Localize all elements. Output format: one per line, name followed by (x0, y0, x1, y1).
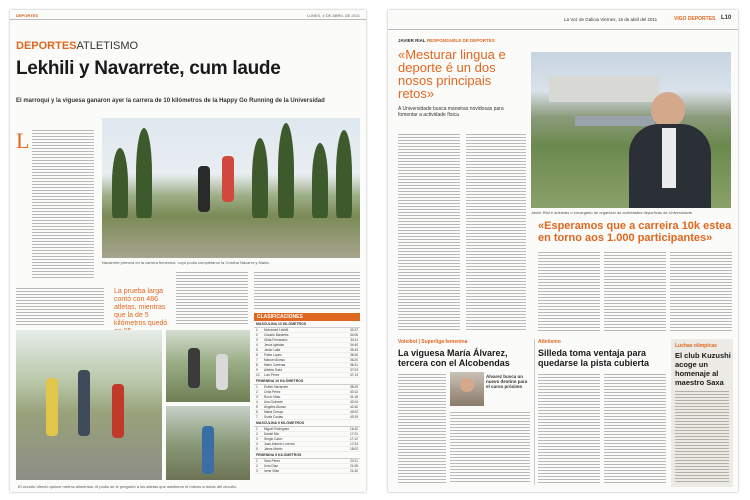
classification-time: 20:11 (350, 459, 358, 463)
drop-cap: L (16, 128, 30, 153)
classification-time: 21:05 (350, 464, 358, 468)
classification-time: 16:42 (350, 427, 358, 431)
section-name: VIGO DEPORTES (674, 16, 716, 22)
classification-time: 21:40 (350, 469, 358, 473)
classification-pos: 3 (256, 395, 258, 399)
bottom-photo-caption: El circuito ofreció quince metros alimentos, el podio se le preguntó a los atletas que asistieron el mismo a fondo del circuito. (18, 484, 238, 489)
author-role: RESPONSABLE DE DEPORTES (426, 38, 495, 43)
left-newspaper-page (10, 10, 366, 492)
brief-3-sidebar (671, 339, 733, 487)
classification-name: Uxía Díaz (264, 464, 278, 468)
classification-pos: 1 (256, 427, 258, 431)
classification-name: Pablo López (264, 353, 282, 357)
classification-time: 17:01 (350, 432, 358, 436)
classification-time: 35:43 (350, 348, 358, 352)
classification-table (254, 313, 360, 478)
classification-section-title: MASCULINA 10 KILÓMETROS (254, 321, 360, 328)
classification-name: Mohamed Lekhili (264, 328, 289, 332)
runners-photo-right-bottom (166, 406, 250, 480)
classification-pos: 3 (256, 437, 258, 441)
page-number: L10 (721, 15, 732, 21)
classification-name: Ángeles Alonso (264, 405, 286, 409)
classification-time: 42:40 (350, 405, 358, 409)
classification-row (254, 469, 360, 474)
interview-subhead: A Universidade busca maneiras novidosas para fomentar a actividade física (398, 106, 504, 118)
classification-time: 34:06 (350, 333, 358, 337)
classification-time: 41:18 (350, 395, 358, 399)
classification-name: Irene Vilas (264, 469, 280, 473)
classification-time: 36:20 (350, 358, 358, 362)
brief-1-column-2 (450, 410, 530, 484)
brief-1-headline: La viguesa María Álvarez, tercera con el Alcobendas (398, 348, 510, 368)
classification-pos: 6 (256, 410, 258, 414)
section-primary: DEPORTES (16, 40, 77, 52)
classification-pos: 7 (256, 358, 258, 362)
interview-pull-quote: «Esperamos que a carreira 10k estea en torno aos 1.000 participantes» (538, 220, 732, 244)
interview-column-4 (604, 250, 666, 332)
section-title (16, 40, 138, 52)
classification-name: Esther Navarrete (264, 385, 289, 389)
classification-pos: 9 (256, 368, 258, 372)
interview-column-2 (466, 132, 526, 332)
classification-section-title: FEMENINA 10 KILÓMETROS (254, 378, 360, 385)
classification-name: Gilda Fernández (264, 338, 288, 342)
main-photo (102, 118, 360, 258)
classification-name: Jesús Iglesias (264, 343, 285, 347)
classification-pos: 6 (256, 353, 258, 357)
classification-name: Sergio Calvo (264, 437, 283, 441)
classification-pos: 3 (256, 338, 258, 342)
classification-pos: 3 (256, 469, 258, 473)
brief-1-tag: Voleibol | Superliga femenina (398, 339, 468, 345)
author-name: JAVIER RIAL (398, 38, 426, 43)
article-lead: El marroquí y la viguesa ganaron ayer la carrera de 10 kilómetros de la Happy Go Running de la Universidad (16, 98, 325, 104)
classification-name: Jaime Martín (264, 447, 283, 451)
brief-2-column-1 (538, 372, 600, 484)
main-photo-caption: Navarrete primera en la carrera femenina, cuyo podio completaron la Cristina Navarro y Maria. (102, 260, 270, 265)
classification-name: Sara Pérez (264, 459, 280, 463)
classification-time: 38:29 (350, 385, 358, 389)
interview-column-5 (670, 250, 732, 332)
classification-name: Marta Crespo (264, 410, 284, 414)
classification-time: 36:31 (350, 363, 358, 367)
classification-time: 34:11 (350, 338, 358, 342)
portrait-caption: Javier Rial é ademais o encargado de organizar as actividades deportivas da Universidade. (531, 210, 694, 215)
classification-time: 17:12 (350, 437, 358, 441)
body-column-1 (32, 128, 94, 278)
classification-time: 18:02 (350, 447, 358, 451)
interview-author (398, 38, 495, 43)
classification-pos: 1 (256, 459, 258, 463)
classification-pos: 1 (256, 328, 258, 332)
classification-name: Manuel Alonso (264, 358, 285, 362)
player-photo (450, 372, 484, 406)
classification-pos: 2 (256, 390, 258, 394)
classification-pos: 8 (256, 363, 258, 367)
body-column-2 (16, 286, 104, 326)
page-date: LUNES, 4 DE ABRIL DE 2011 (306, 13, 360, 18)
classification-name: Daniel Mio (264, 432, 280, 436)
runners-photo-right-top (166, 330, 250, 402)
classification-name: Javier Laila (264, 348, 281, 352)
interview-headline: «Mesturar lingua e deporte é un dos nosos principais retos» (398, 47, 506, 101)
runners-photo-left (16, 330, 162, 480)
classification-time: 43:02 (350, 410, 358, 414)
classification-name: Juan Antonio Lorenzo (264, 442, 295, 446)
pull-quote: La prueba larga contó con 486 atletas, mientras que la de 5 kilómetros quedó (114, 288, 168, 327)
portrait-photo (531, 52, 731, 208)
classification-time: 40:12 (350, 390, 358, 394)
classification-pos: 5 (256, 447, 258, 451)
classification-time: 37:13 (350, 373, 358, 377)
classification-name: Claudio Bandeira (264, 333, 289, 337)
classification-pos: 2 (256, 333, 258, 337)
classification-name: Alberto Saéz (264, 368, 283, 372)
classification-title: CLASIFICACIONES (254, 313, 360, 321)
paper-section-name: DEPORTES (16, 13, 39, 18)
classification-time: 37:03 (350, 368, 358, 372)
brief-divider (534, 339, 535, 485)
classification-section-title: FEMENINA 5 KILÓMETROS (254, 452, 360, 459)
classification-pos: 4 (256, 343, 258, 347)
classification-time: 36:06 (350, 353, 358, 357)
classification-time: 42:04 (350, 400, 358, 404)
classification-time: 17:24 (350, 442, 358, 446)
paper-name-date: La Voz de Galicia Viernes, 15 de abril del 2011 (564, 17, 658, 22)
brief-1-pull: Álvarez busca un nuevo destino para el curso próximo (486, 374, 528, 389)
brief-1-column-1 (398, 372, 446, 484)
page-header (388, 10, 738, 30)
classification-name: Sonia Costas (264, 415, 283, 419)
body-column-4 (254, 270, 360, 310)
brief-2-headline: Silleda toma ventaja para quedarse la pista cubierta (538, 348, 650, 368)
section-secondary: ATLETISMO (76, 40, 139, 52)
classification-name: Luís Pérez (264, 373, 280, 377)
classification-pos: 4 (256, 400, 258, 404)
brief-3-tag: Luchas olímpicas (675, 343, 717, 349)
classification-name: Miguel Rodríguez (264, 427, 289, 431)
classification-pos: 10 (256, 373, 260, 377)
classification-pos: 5 (256, 405, 258, 409)
classification-pos: 1 (256, 385, 258, 389)
classification-body (254, 321, 360, 474)
classification-section-title: MASCULINA 5 KILÓMETROS (254, 420, 360, 427)
brief-2-tag: Atletismo (538, 339, 561, 345)
brief-3-text (675, 389, 729, 483)
interview-column-1 (398, 132, 460, 332)
classification-pos: 2 (256, 432, 258, 436)
page-header (10, 10, 366, 20)
classification-time: 43:19 (350, 415, 358, 419)
right-newspaper-page (388, 10, 738, 492)
classification-name: Celia Pérez (264, 390, 281, 394)
article-headline: Lekhili y Navarrete, cum laude (16, 58, 281, 79)
body-column-3 (176, 270, 248, 326)
classification-name: Ana Guinarte (264, 400, 283, 404)
brief-3-headline: El club Kuzushi acoge un homenaje al maestro Saxa (675, 351, 731, 387)
brief-2-column-2 (604, 372, 666, 484)
classification-time: 33:37 (350, 328, 358, 332)
classification-pos: 5 (256, 348, 258, 352)
classification-name: Mario Carreras (264, 363, 286, 367)
classification-time: 34:40 (350, 343, 358, 347)
classification-pos: 7 (256, 415, 258, 419)
interview-column-3 (538, 250, 600, 332)
classification-pos: 2 (256, 464, 258, 468)
classification-name: Rocío Mato (264, 395, 281, 399)
classification-pos: 4 (256, 442, 258, 446)
